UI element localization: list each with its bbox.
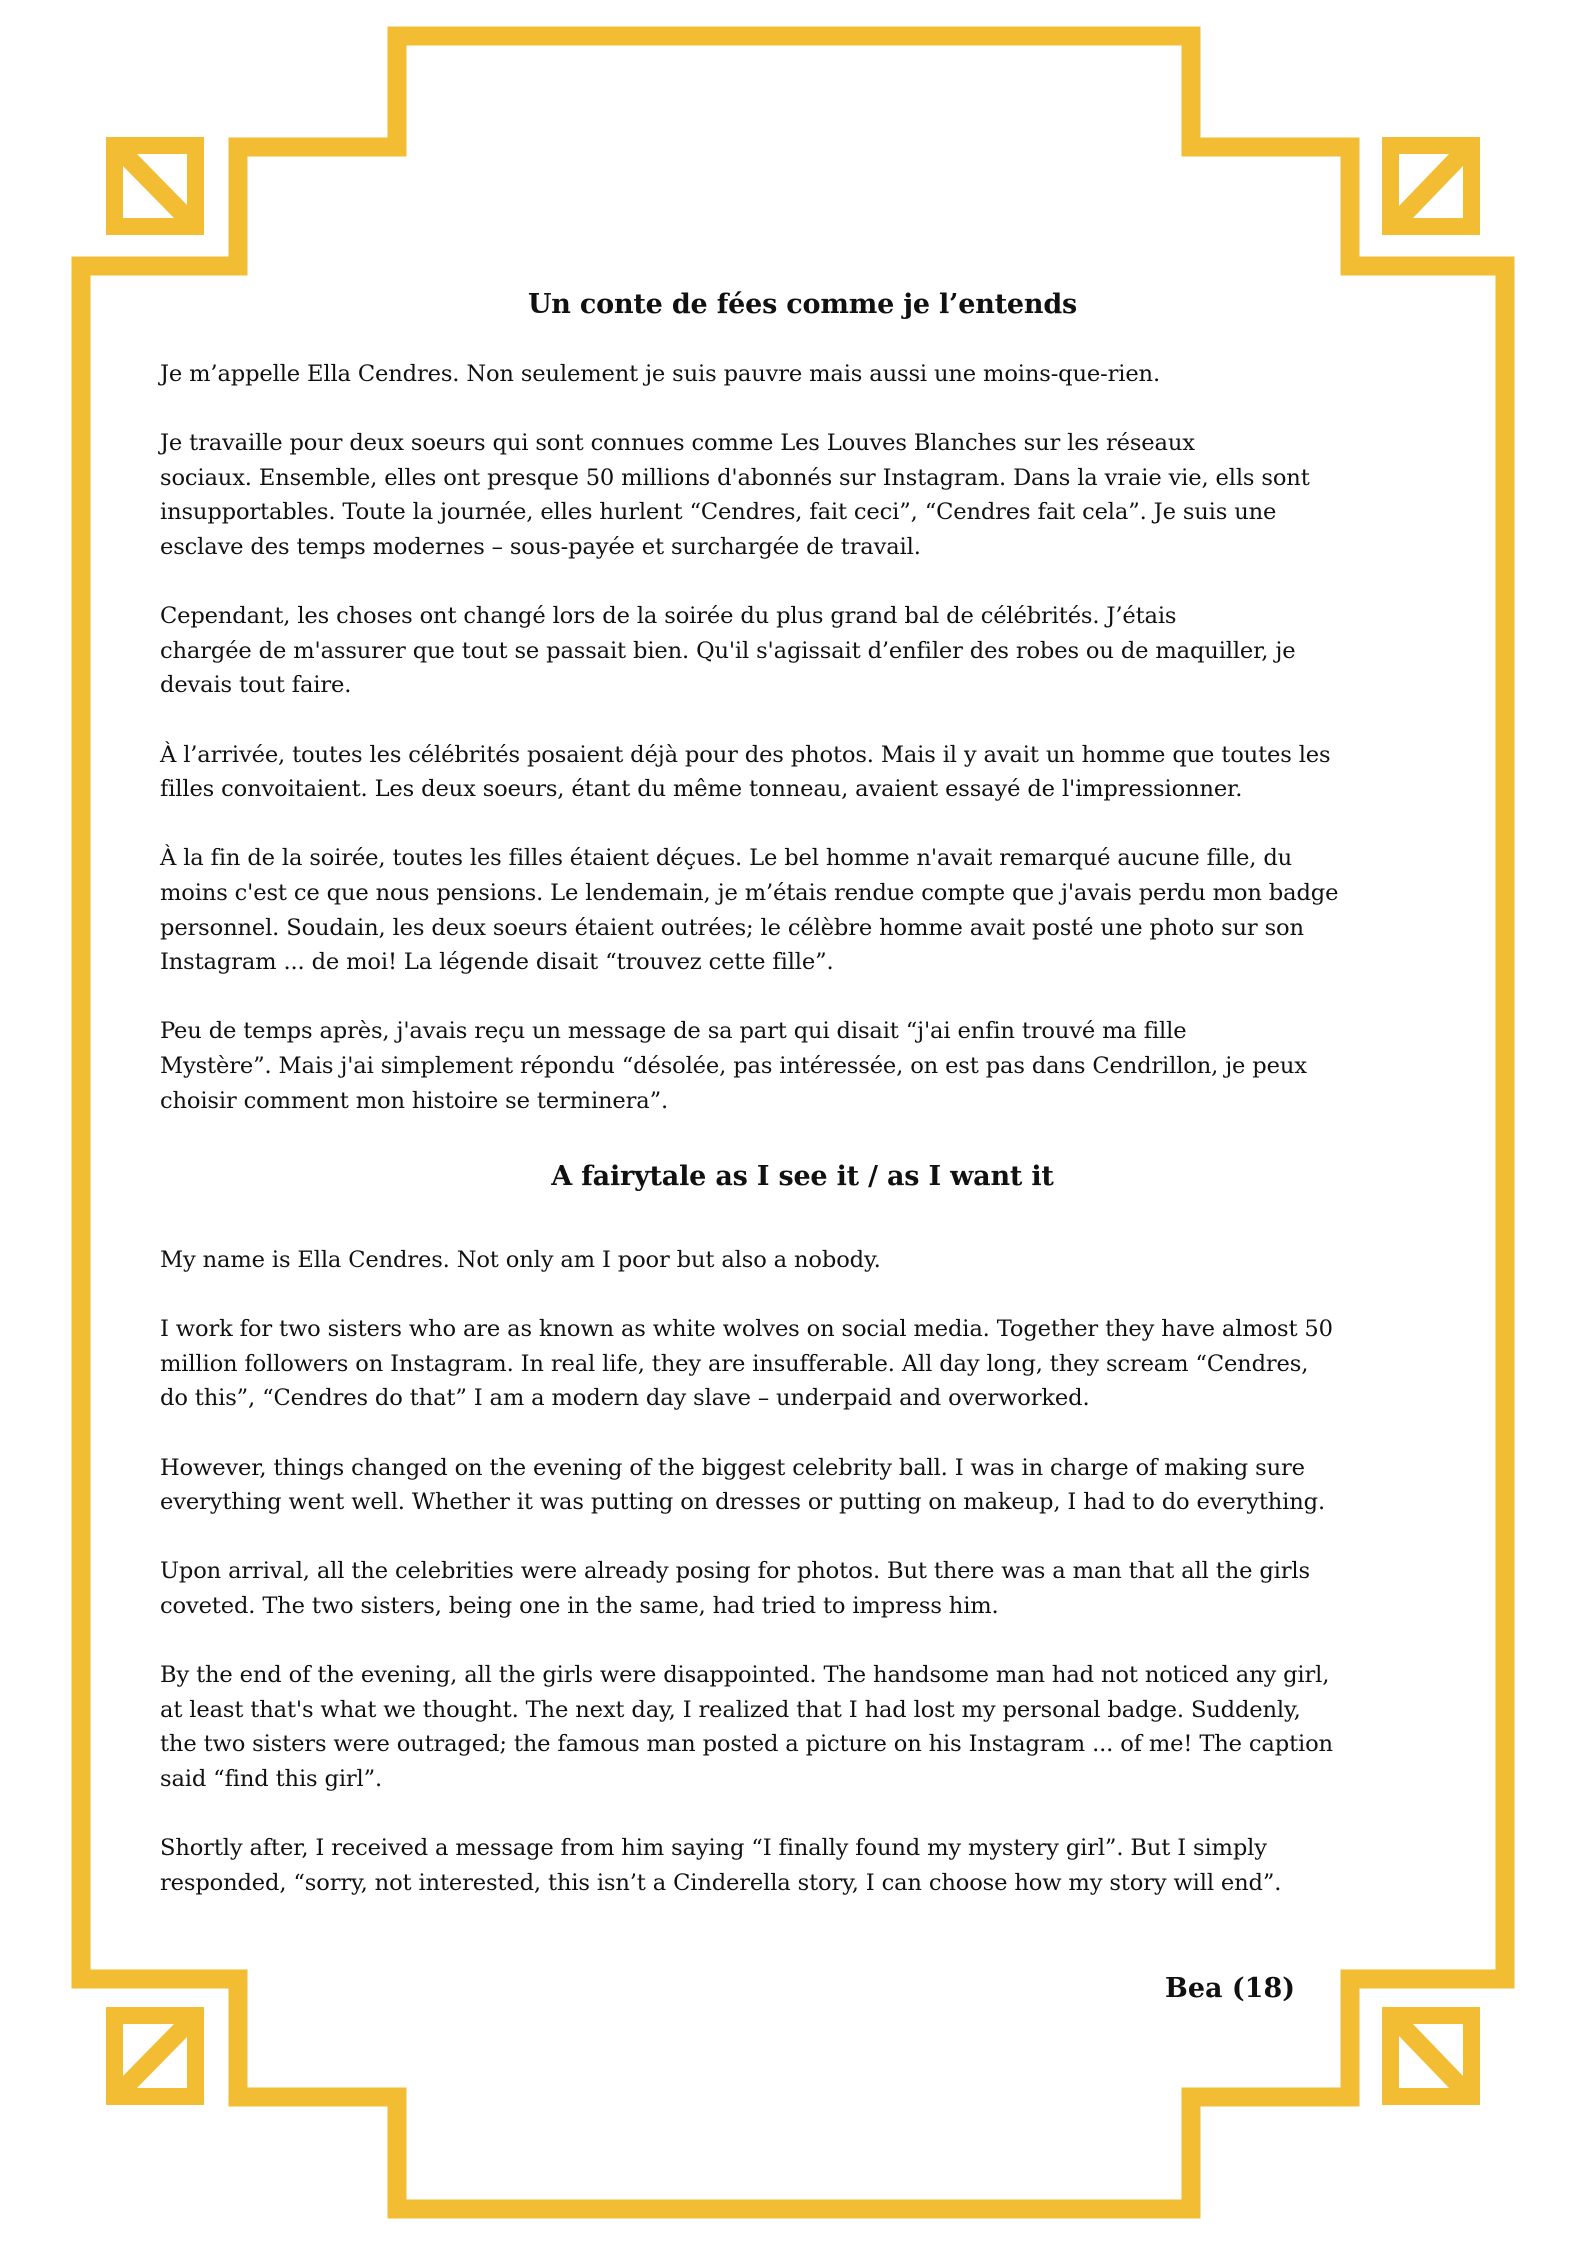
- paragraph-line: Upon arrival, all the celebrities were already posing for photos. But there was a man that all the girls: [160, 1558, 1310, 1585]
- paragraph-line: personnel. Soudain, les deux soeurs étaient outrées; le célèbre homme avait posté une photo sur son: [160, 914, 1304, 941]
- paragraph-line: Shortly after, I received a message from him saying “I finally found my mystery girl”. But I simply: [160, 1835, 1267, 1862]
- paragraph-line: insupportables. Toute la journée, elles hurlent “Cendres, fait ceci”, “Cendres fait cela”. Je suis une: [160, 499, 1277, 526]
- paragraph-line: said “find this girl”.: [160, 1765, 383, 1792]
- paragraph-line: choisir comment mon histoire se terminera”.: [160, 1087, 669, 1114]
- paragraph-line: responded, “sorry, not interested, this isn’t a Cinderella story, I can choose how my story will end”.: [160, 1869, 1282, 1896]
- paragraph-line: Cependant, les choses ont changé lors de la soirée du plus grand bal de célébrités. J’étais: [160, 603, 1177, 630]
- english-paragraph: [160, 1658, 1333, 1796]
- paragraph-line: By the end of the evening, all the girls were disappointed. The handsome man had not noticed any girl,: [160, 1662, 1330, 1689]
- french-paragraph: [160, 1014, 1307, 1118]
- english-paragraph: [160, 1831, 1281, 1900]
- paragraph-line: coveted. The two sisters, being one in the same, had tried to impress him.: [160, 1592, 999, 1619]
- paragraph-line: at least that's what we thought. The next day, I realized that I had lost my personal badge. Suddenly,: [160, 1696, 1301, 1723]
- paragraph-line: Peu de temps après, j'avais reçu un message de sa part qui disait “j'ai enfin trouvé ma fille: [160, 1018, 1187, 1045]
- paragraph-line: million followers on Instagram. In real life, they are insufferable. All day long, they scream “Cendres,: [160, 1350, 1309, 1377]
- english-paragraph: [160, 1243, 881, 1278]
- paragraph-line: devais tout faire.: [160, 672, 352, 699]
- french-paragraph: [160, 738, 1330, 807]
- paragraph-line: everything went well. Whether it was putting on dresses or putting on makeup, I had to do everything.: [160, 1489, 1325, 1516]
- paragraph-line: esclave des temps modernes – sous-payée et surchargée de travail.: [160, 533, 921, 560]
- paragraph-line: However, things changed on the evening of the biggest celebrity ball. I was in charge of making sure: [160, 1454, 1305, 1481]
- paragraph-line: À la fin de la soirée, toutes les filles étaient déçues. Le bel homme n'avait remarqué aucune fille, du: [160, 845, 1293, 872]
- corner-box-top-right-icon: [1391, 146, 1472, 227]
- french-paragraph: [160, 841, 1338, 979]
- french-paragraph: [160, 599, 1295, 703]
- paragraph-line: My name is Ella Cendres. Not only am I poor but also a nobody.: [160, 1247, 881, 1273]
- paragraph-line: chargée de m'assurer que tout se passait bien. Qu'il s'agissait d’enfiler des robes ou de maquiller, je: [160, 637, 1296, 664]
- paragraph-line: filles convoitaient. Les deux soeurs, étant du même tonneau, avaient essayé de l'impressionner.: [160, 776, 1243, 803]
- paragraph-line: I work for two sisters who are as known as white wolves on social media. Together they have almost 50: [160, 1316, 1333, 1343]
- paragraph-line: À l’arrivée, toutes les célébrités posaient déjà pour des photos. Mais il y avait un homme que toutes les: [160, 741, 1331, 768]
- corner-box-bottom-left-icon: [115, 2016, 196, 2097]
- english-paragraph: [160, 1451, 1325, 1520]
- french-paragraph: [160, 357, 1160, 392]
- author-signature: Bea (18): [1165, 1973, 1296, 2004]
- paragraph-line: Je travaille pour deux soeurs qui sont connues comme Les Louves Blanches sur les réseaux: [160, 430, 1195, 457]
- french-paragraph: [160, 426, 1310, 564]
- english-title: A fairytale as I see it / as I want it: [551, 1161, 1054, 1192]
- english-paragraph: [160, 1312, 1333, 1416]
- paragraph-line: sociaux. Ensemble, elles ont presque 50 millions d'abonnés sur Instagram. Dans la vraie vie, ells sont: [160, 464, 1310, 491]
- paragraph-line: moins c'est ce que nous pensions. Le lendemain, je m’étais rendue compte que j'avais perdu mon badge: [160, 879, 1339, 906]
- paragraph-line: Mystère”. Mais j'ai simplement répondu “désolée, pas intéressée, on est pas dans Cendrillon, je peux: [160, 1052, 1307, 1079]
- paragraph-line: Instagram ... de moi! La légende disait “trouvez cette fille”.: [160, 949, 834, 976]
- paragraph-line: do this”, “Cendres do that” I am a modern day slave – underpaid and overworked.: [160, 1385, 1090, 1412]
- paragraph-line: the two sisters were outraged; the famous man posted a picture on his Instagram ... of me! The caption: [160, 1731, 1333, 1758]
- paragraph-line: Je m’appelle Ella Cendres. Non seulement je suis pauvre mais aussi une moins-que-rien.: [160, 361, 1160, 387]
- corner-box-top-left-icon: [115, 146, 196, 227]
- corner-box-bottom-right-icon: [1391, 2016, 1472, 2097]
- english-paragraph: [160, 1554, 1310, 1623]
- french-title: Un conte de fées comme je l’entends: [527, 289, 1078, 320]
